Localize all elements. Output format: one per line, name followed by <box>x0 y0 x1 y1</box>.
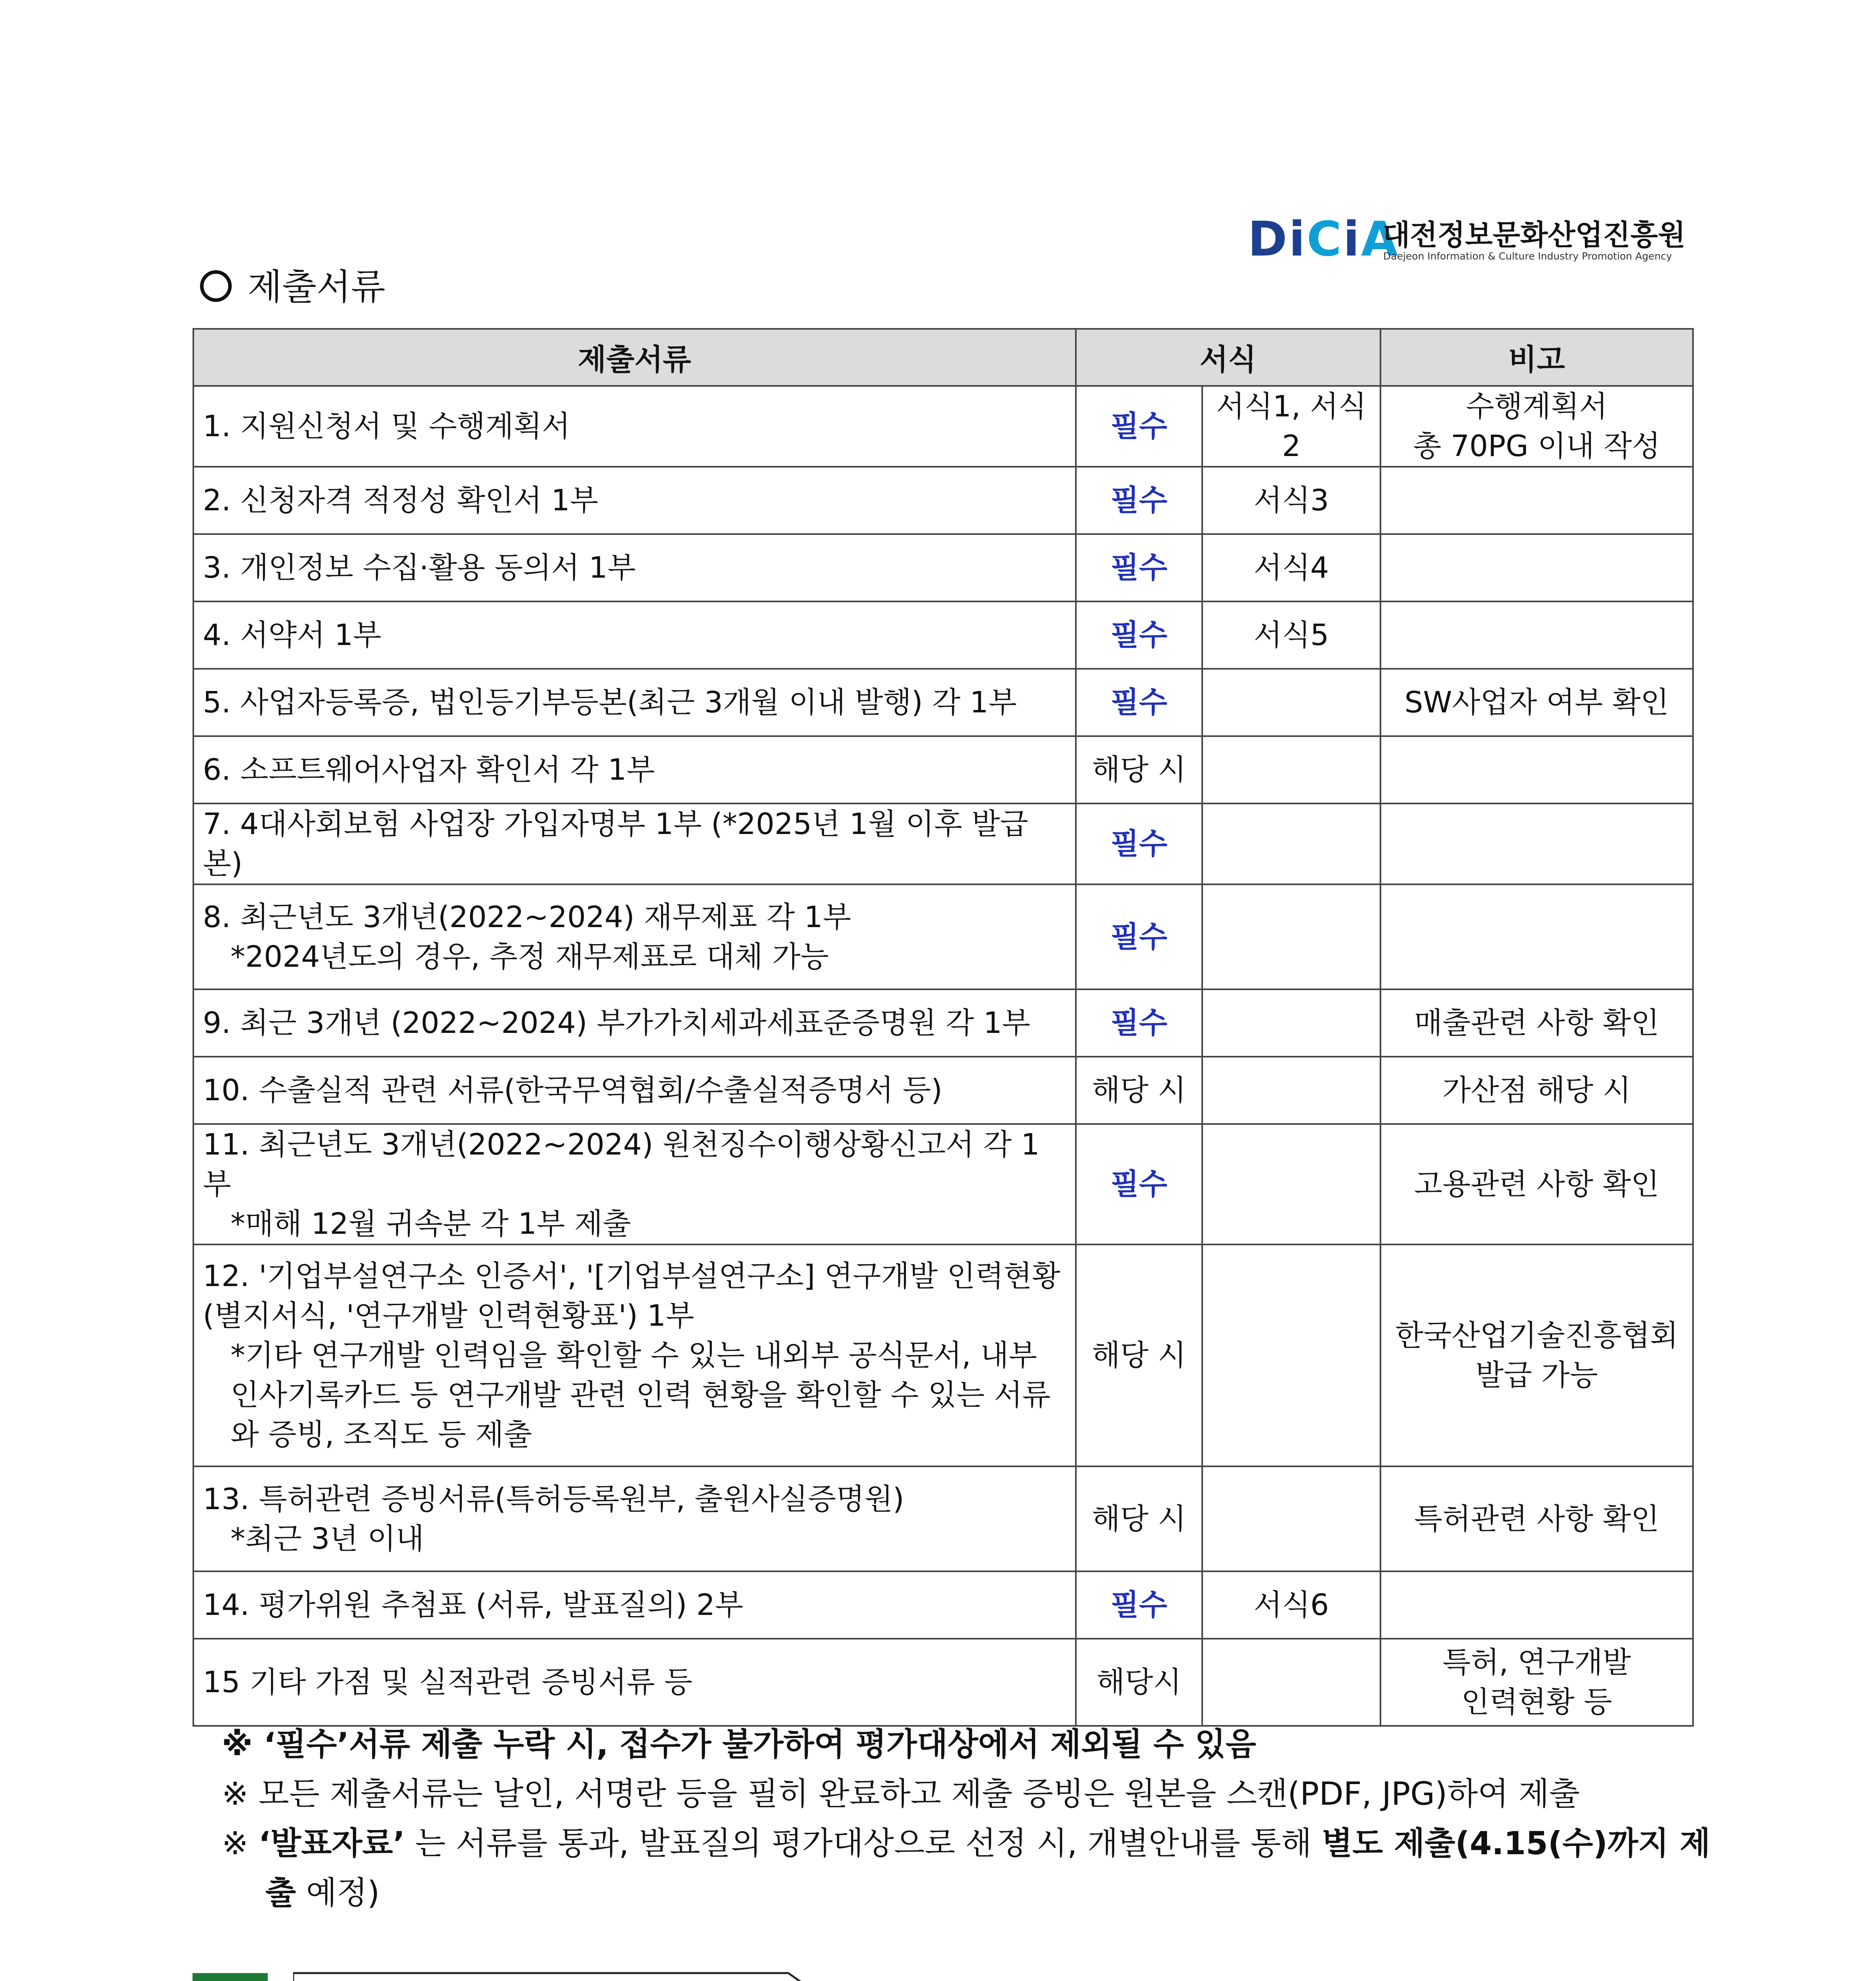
section-heading-text: 제출서류 <box>248 266 385 308</box>
table-row <box>193 989 1693 1057</box>
doc-status-cell: 필수 <box>1076 534 1203 601</box>
circle-bullet-icon <box>200 270 232 302</box>
doc-note-cell <box>1380 601 1693 669</box>
doc-status-cell: 해당 시 <box>1076 1244 1203 1466</box>
doc-note-cell <box>1380 803 1693 884</box>
doc-form-cell: 서식6 <box>1202 1571 1380 1639</box>
doc-status-cell: 필수 <box>1076 601 1203 669</box>
doc-status-cell: 필수 <box>1076 1571 1203 1639</box>
doc-item-cell <box>193 669 1076 736</box>
doc-item-cell <box>193 1466 1076 1571</box>
doc-item-subtext: *최근 3년 이내 <box>231 1521 424 1556</box>
table-row <box>193 884 1693 989</box>
doc-item-cell <box>193 803 1076 884</box>
doc-form-cell <box>1202 736 1380 803</box>
notes-block <box>222 1720 1711 1918</box>
doc-status-cell: 필수 <box>1076 803 1203 884</box>
doc-form-cell <box>1202 803 1380 884</box>
doc-item-cell <box>193 467 1076 534</box>
doc-note-text: 가산점 해당 시 <box>1442 1073 1631 1107</box>
doc-note-cell <box>1380 669 1693 736</box>
doc-item-text: 4. 서약서 1부 <box>203 618 381 652</box>
table-header-row <box>193 329 1693 386</box>
table-row <box>193 1466 1693 1571</box>
table-row <box>193 803 1693 884</box>
note-presentation: ※ ‘발표자료’ 는 서류를 통과, 발표질의 평가대상으로 선정 시, 개별안내를 통해 별도 제출(4.15(수)까지 제 출 예정) <box>222 1825 1710 1911</box>
doc-item-cell <box>193 601 1076 669</box>
logo-mark: DiCiA <box>1248 212 1399 267</box>
doc-item-cell <box>193 1057 1076 1124</box>
agency-logo <box>1248 210 1711 269</box>
note-scan: ※ 모든 제출서류는 날인, 서명란 등을 필히 완료하고 제출 증빙은 원본을 스캔(PDF, JPG)하여 제출 <box>222 1775 1580 1812</box>
doc-note-cell <box>1380 1124 1693 1244</box>
header-docs: 제출서류 <box>193 329 1076 386</box>
doc-note-text-2: 발급 가능 <box>1475 1358 1598 1392</box>
doc-form-cell <box>1202 1124 1380 1244</box>
doc-item-text: 11. 최근년도 3개년(2022~2024) 원천징수이행상황신고서 각 1부 <box>203 1128 1040 1201</box>
logo-org-ko: 대전정보문화산업진흥원 <box>1382 218 1686 252</box>
doc-status-cell: 필수 <box>1076 884 1203 989</box>
doc-note-text: 수행계획서 <box>1466 389 1608 424</box>
doc-item-subtext: *2024년도의 경우, 추정 재무제표로 대체 가능 <box>231 939 829 974</box>
doc-form-cell <box>1202 989 1380 1057</box>
doc-item-text: 12. '기업부설연구소 인증서', '[기업부설연구소] 연구개발 인력현황 (별지서식, '연구개발 인력현황표') 1부 <box>203 1259 1060 1333</box>
doc-item-cell <box>193 534 1076 601</box>
doc-item-cell <box>193 989 1076 1057</box>
doc-note-text: 한국산업기술진흥협회 <box>1395 1319 1678 1353</box>
doc-note-text: 특허관련 사항 확인 <box>1414 1502 1659 1536</box>
note-required: ※ ‘필수’서류 제출 누락 시, 접수가 불가하여 평가대상에서 제외될 수 있음 <box>222 1726 1256 1763</box>
doc-item-cell <box>193 884 1076 989</box>
doc-note-text: 고용관련 사항 확인 <box>1414 1167 1659 1201</box>
doc-item-text: 6. 소프트웨어사업자 확인서 각 1부 <box>203 753 655 787</box>
doc-item-text: 5. 사업자등록증, 법인등기부등본(최근 3개월 이내 발행) 각 1부 <box>203 685 1017 719</box>
doc-note-text-2: 인력현황 등 <box>1461 1685 1612 1719</box>
logo-org-en: Daejeon Information & Culture Industry Promotion Agency <box>1383 250 1672 262</box>
documents-table <box>193 328 1694 1727</box>
doc-note-cell <box>1380 386 1693 467</box>
doc-form-cell: 서식5 <box>1202 601 1380 669</box>
doc-item-subtext: *기타 연구개발 인력임을 확인할 수 있는 내외부 공식문서, 내부 인사기록카드 등 연구개발 관련 인력 현황을 확인할 수 있는 서류와 증빙, 조직도 등 제출 <box>231 1338 1051 1452</box>
doc-item-text: 8. 최근년도 3개년(2022~2024) 재무제표 각 1부 <box>203 900 851 934</box>
doc-status-cell: 필수 <box>1076 386 1203 467</box>
doc-form-cell: 서식4 <box>1202 534 1380 601</box>
doc-form-cell: 서식1, 서식2 <box>1202 386 1380 467</box>
table-row <box>193 1124 1693 1244</box>
doc-item-text: 14. 평가위원 추첨표 (서류, 발표질의) 2부 <box>203 1588 744 1622</box>
section-title-box <box>293 1971 903 1981</box>
doc-note-text: 특허, 연구개발 <box>1442 1645 1631 1679</box>
doc-status-cell: 필수 <box>1076 989 1203 1057</box>
table-row <box>193 534 1693 601</box>
doc-status-cell: 해당 시 <box>1076 1057 1203 1124</box>
table-row <box>193 601 1693 669</box>
header-note: 비고 <box>1380 329 1693 386</box>
doc-form-cell <box>1202 669 1380 736</box>
doc-note-cell <box>1380 467 1693 534</box>
doc-item-cell <box>193 1639 1076 1726</box>
doc-note-cell <box>1380 1057 1693 1124</box>
doc-note-cell <box>1380 1639 1693 1726</box>
table-row <box>193 736 1693 803</box>
table-row <box>193 1057 1693 1124</box>
doc-item-text: 2. 신청자격 적정성 확인서 1부 <box>203 483 599 517</box>
doc-item-cell <box>193 1244 1076 1466</box>
doc-status-cell: 필수 <box>1076 669 1203 736</box>
doc-form-cell <box>1202 884 1380 989</box>
doc-item-text: 3. 개인정보 수집·활용 동의서 1부 <box>203 551 636 585</box>
table-row <box>193 1571 1693 1639</box>
doc-note-cell <box>1380 1466 1693 1571</box>
doc-item-subtext: *매해 12월 귀속분 각 1부 제출 <box>231 1207 631 1241</box>
doc-item-cell <box>193 736 1076 803</box>
doc-form-cell: 서식3 <box>1202 467 1380 534</box>
doc-item-text: 7. 4대사회보험 사업장 가입자명부 1부 (*2025년 1월 이후 발급본) <box>203 807 1028 881</box>
doc-note-cell <box>1380 534 1693 601</box>
doc-note-cell <box>1380 736 1693 803</box>
doc-item-text: 9. 최근 3개년 (2022~2024) 부가가치세과세표준증명원 각 1부 <box>203 1006 1031 1040</box>
doc-item-cell <box>193 1124 1076 1244</box>
doc-form-cell <box>1202 1466 1380 1571</box>
doc-note-text: 매출관련 사항 확인 <box>1414 1006 1659 1040</box>
doc-item-text: 15 기타 가점 및 실적관련 증빙서류 등 <box>203 1665 693 1699</box>
doc-form-cell <box>1202 1057 1380 1124</box>
table-row <box>193 467 1693 534</box>
section-heading-docs <box>200 265 385 309</box>
doc-note-text-2: 총 70PG 이내 작성 <box>1413 429 1661 463</box>
doc-form-cell <box>1202 1639 1380 1726</box>
table-row <box>193 386 1693 467</box>
section-number <box>193 1973 268 1981</box>
doc-item-text: 10. 수출실적 관련 서류(한국무역협회/수출실적증명서 등) <box>203 1073 943 1107</box>
doc-item-text: 13. 특허관련 증빙서류(특허등록원부, 출원사실증명원) <box>203 1482 904 1516</box>
doc-note-cell <box>1380 884 1693 989</box>
doc-status-cell: 해당 시 <box>1076 736 1203 803</box>
doc-item-cell <box>193 386 1076 467</box>
table-row <box>193 1244 1693 1466</box>
doc-status-cell: 해당 시 <box>1076 1466 1203 1571</box>
doc-form-cell <box>1202 1244 1380 1466</box>
doc-note-cell <box>1380 1571 1693 1639</box>
table-row <box>193 1639 1693 1726</box>
doc-note-text: SW사업자 여부 확인 <box>1404 685 1669 719</box>
table-body <box>193 386 1693 1726</box>
doc-note-cell <box>1380 1244 1693 1466</box>
doc-item-text: 1. 지원신청서 및 수행계획서 <box>203 409 570 443</box>
doc-note-cell <box>1380 989 1693 1057</box>
doc-status-cell: 해당시 <box>1076 1639 1203 1726</box>
table-row <box>193 669 1693 736</box>
doc-item-cell <box>193 1571 1076 1639</box>
doc-status-cell: 필수 <box>1076 467 1203 534</box>
header-form: 서식 <box>1076 329 1380 386</box>
doc-status-cell: 필수 <box>1076 1124 1203 1244</box>
